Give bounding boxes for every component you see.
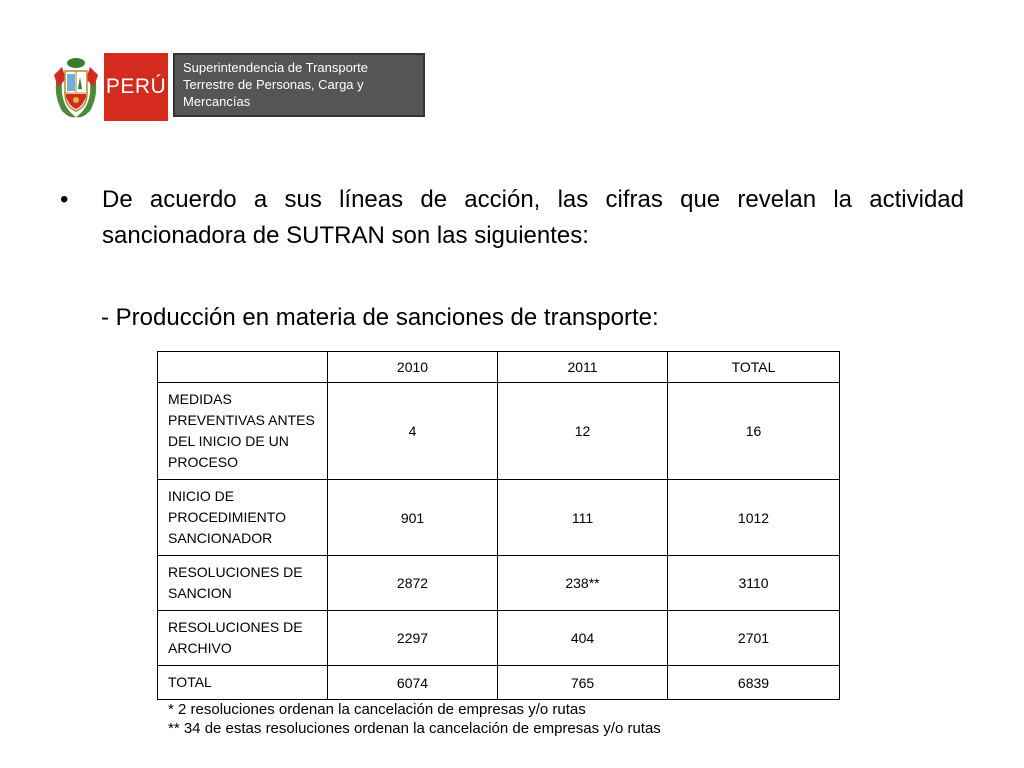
footnotes <box>168 700 661 738</box>
section-subheading: - Producción en materia de sanciones de transporte: <box>101 304 659 331</box>
row-label: RESOLUCIONES DE SANCION <box>158 556 328 611</box>
cell-2010: 4 <box>328 383 498 480</box>
cell-total: 16 <box>668 383 840 480</box>
logo-separator <box>168 53 170 121</box>
coat-of-arms-icon <box>52 53 100 121</box>
footnote-1: * 2 resoluciones ordenan la cancelación de empresas y/o rutas <box>168 701 586 718</box>
agency-name-box <box>173 53 425 117</box>
table-header-cell: 2010 <box>328 352 498 383</box>
row-label: RESOLUCIONES DE ARCHIVO <box>158 611 328 666</box>
agency-line-1: Superintendencia de Transporte <box>183 60 369 75</box>
cell-2011: 238** <box>498 556 668 611</box>
cell-total: 6839 <box>668 666 840 700</box>
intro-bullet <box>60 182 964 254</box>
cell-total: 1012 <box>668 480 840 556</box>
agency-line-3: Mercancías <box>183 94 251 109</box>
cell-2011: 404 <box>498 611 668 666</box>
row-label: TOTAL <box>158 666 328 700</box>
cell-2010: 6074 <box>328 666 498 700</box>
bullet-marker: • <box>60 186 69 213</box>
cell-2011: 12 <box>498 383 668 480</box>
table-header-cell: 2011 <box>498 352 668 383</box>
intro-text: De acuerdo a sus líneas de acción, las cifras que revelan la actividad sancionadora de SUTRAN son las siguientes: <box>102 186 964 249</box>
cell-2011: 111 <box>498 480 668 556</box>
row-label: MEDIDAS PREVENTIVAS ANTES DEL INICIO DE UN PROCESO <box>158 383 328 480</box>
cell-2010: 2297 <box>328 611 498 666</box>
table-row <box>158 383 840 480</box>
cell-2010: 2872 <box>328 556 498 611</box>
agency-line-2: Terrestre de Personas, Carga y <box>183 77 364 92</box>
sanctions-table <box>157 351 840 700</box>
table-header-cell <box>158 352 328 383</box>
cell-2010: 901 <box>328 480 498 556</box>
header-logo <box>52 53 425 121</box>
cell-total: 3110 <box>668 556 840 611</box>
table-row <box>158 556 840 611</box>
table-row <box>158 611 840 666</box>
table-total-row <box>158 666 840 700</box>
row-label: INICIO DE PROCEDIMIENTO SANCIONADOR <box>158 480 328 556</box>
table-header-row <box>158 352 840 383</box>
peru-brand-box <box>104 53 168 121</box>
peru-label: PERÚ <box>105 75 167 98</box>
footnote-2: ** 34 de estas resoluciones ordenan la cancelación de empresas y/o rutas <box>168 720 661 737</box>
table-header-cell: TOTAL <box>668 352 840 383</box>
cell-total: 2701 <box>668 611 840 666</box>
table-row <box>158 480 840 556</box>
cell-2011: 765 <box>498 666 668 700</box>
